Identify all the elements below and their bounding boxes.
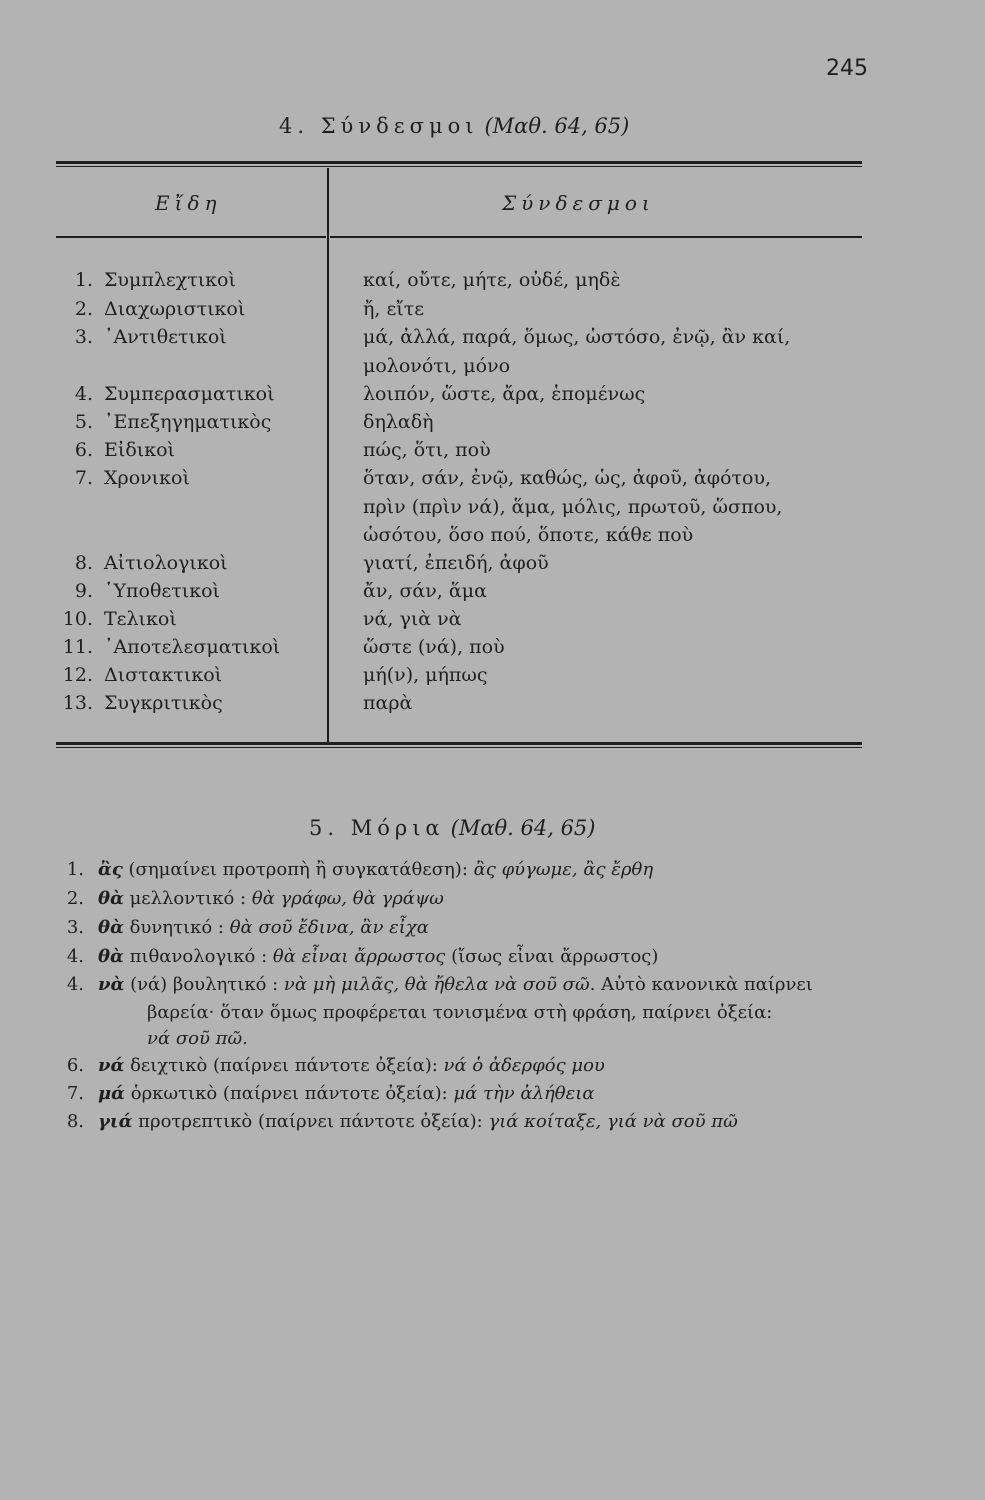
item-continuation: βαρεία· ὅταν ὅμως προφέρεται τονισμένα στὴ φράση, παίρνει ὀξεία: xyxy=(147,1002,773,1023)
conj-line: ὅταν, σάν, ἐνῷ, καθώς, ὡς, ἀφοῦ, ἀφότου, xyxy=(363,467,772,489)
item-example: ἂς φύγωμε, ἂς ἔρθη xyxy=(473,859,654,880)
item-example: γιά κοίταξε, γιά νὰ σοῦ πῶ xyxy=(488,1111,738,1132)
row-kind: Συμπλεχτικοὶ xyxy=(104,269,236,291)
particle-word: νά xyxy=(98,1055,125,1076)
item-example: μά τὴν ἀλήθεια xyxy=(453,1083,595,1104)
row-conjunctions xyxy=(363,436,883,465)
item-text: μελλοντικό : xyxy=(123,888,252,909)
section-4-heading: 4. Σύνδεσμοι xyxy=(279,114,479,138)
row-conjunctions xyxy=(363,464,883,550)
item-number: 2. xyxy=(66,888,84,909)
conj-line: ἄν, σάν, ἅμα xyxy=(363,580,487,602)
particle-word: νὰ xyxy=(98,974,125,995)
row-conjunctions xyxy=(363,266,883,295)
item-number: 6. xyxy=(66,1055,84,1076)
row-number: 6. xyxy=(74,439,93,461)
item-text: πιθανολογικό : xyxy=(123,946,273,967)
item-text: ὁρκωτικὸ (παίρνει πάντοτε ὀξεία): xyxy=(125,1083,454,1104)
row-number: 8. xyxy=(74,552,93,574)
row-number: 4. xyxy=(74,383,93,405)
row-conjunctions xyxy=(363,549,883,578)
row-kind: ᾿Αποτελεσματικοὶ xyxy=(104,636,281,658)
item-text: (νά) βουλητικό : xyxy=(124,974,284,995)
item-tail: . Αὐτὸ κανονικὰ παίρνει xyxy=(589,974,813,995)
header-conjunctions: Σύνδεσμοι xyxy=(502,191,655,215)
row-conjunctions xyxy=(363,380,883,409)
row-number: 7. xyxy=(74,467,93,489)
page-number: 245 xyxy=(826,56,868,81)
item-number: 7. xyxy=(66,1083,84,1104)
row-kind: Συγκριτικὸς xyxy=(104,692,223,714)
row-conjunctions xyxy=(363,577,883,606)
item-number: 4. xyxy=(66,974,84,995)
row-number: 12. xyxy=(62,664,93,686)
section-4-title xyxy=(279,114,629,138)
row-kind: Αἰτιολογικοὶ xyxy=(104,552,228,574)
row-kind: Εἰδικοὶ xyxy=(104,439,175,461)
list-item xyxy=(50,972,813,998)
conj-line: πώς, ὅτι, ποὺ xyxy=(363,439,491,461)
item-example: θὰ σοῦ ἔδινα, ἂν εἶχα xyxy=(229,917,429,938)
item-text: (σημαίνει προτροπὴ ἢ συγκατάθεση): xyxy=(122,859,474,880)
row-kind: Συμπερασματικοὶ xyxy=(104,383,275,405)
list-item xyxy=(50,1053,605,1079)
item-text: δυνητικό : xyxy=(123,917,230,938)
row-kind: Διαχωριστικοὶ xyxy=(104,298,246,320)
conj-line: γιατί, ἐπειδή, ἀφοῦ xyxy=(363,552,549,574)
row-number: 1. xyxy=(74,269,93,291)
row-number: 11. xyxy=(62,636,93,658)
particle-word: γιά xyxy=(98,1111,133,1132)
item-text: προτρεπτικὸ (παίρνει πάντοτε ὀξεία): xyxy=(132,1111,489,1132)
row-conjunctions xyxy=(363,408,883,437)
item-text: δειχτικὸ (παίρνει πάντοτε ὀξεία): xyxy=(124,1055,444,1076)
conj-line: ἤ, εἴτε xyxy=(363,298,425,320)
section-5-reference: (Μαθ. 64, 65) xyxy=(450,816,596,840)
item-example: θὰ γράφω, θὰ γράψω xyxy=(251,888,444,909)
conj-line: μολονότι, μόνο xyxy=(363,354,511,377)
item-example: νά ὁ ἀδερφός μου xyxy=(443,1055,605,1076)
row-number: 13. xyxy=(62,692,93,714)
row-kind: Χρονικοὶ xyxy=(104,467,190,489)
item-number: 3. xyxy=(66,917,84,938)
row-conjunctions xyxy=(363,661,883,690)
header-rule-left xyxy=(56,236,326,238)
row-kind: Τελικοὶ xyxy=(104,608,177,630)
table-bottom-rule-thin xyxy=(56,747,862,748)
conj-line: δηλαδὴ xyxy=(363,411,434,433)
particle-word: θὰ xyxy=(98,888,124,909)
row-conjunctions xyxy=(363,605,883,634)
conj-line: παρὰ xyxy=(363,692,413,714)
row-number: 5. xyxy=(74,411,93,433)
table-top-rule xyxy=(56,161,862,164)
list-item xyxy=(50,1109,738,1135)
row-number: 3. xyxy=(74,326,93,348)
row-conjunctions xyxy=(363,295,883,324)
item-number: 1. xyxy=(66,859,84,880)
row-number: 2. xyxy=(74,298,93,320)
section-4-reference: (Μαθ. 64, 65) xyxy=(484,114,630,138)
table-top-rule-thin xyxy=(56,166,862,167)
row-kind: ῾Υποθετικοὶ xyxy=(104,580,220,602)
row-conjunctions xyxy=(363,323,883,380)
conj-line: ὡσότου, ὅσο πού, ὅποτε, κάθε ποὺ xyxy=(363,524,694,546)
item-continuation-example: νά σοῦ πῶ. xyxy=(147,1028,248,1049)
row-kind: ᾿Αντιθετικοὶ xyxy=(104,326,227,348)
row-number: 9. xyxy=(74,580,93,602)
particle-word: μά xyxy=(98,1083,126,1104)
header-kinds: Εἴδη xyxy=(155,191,222,215)
row-kind: Διστακτικοὶ xyxy=(104,664,223,686)
particle-word: θὰ xyxy=(98,946,124,967)
item-number: 4. xyxy=(66,946,84,967)
conj-line: ὥστε (νά), ποὺ xyxy=(363,636,505,658)
table-bottom-rule xyxy=(56,742,862,745)
conj-line: νά, γιὰ νὰ xyxy=(363,608,462,630)
particle-word: θὰ xyxy=(98,917,124,938)
list-item xyxy=(50,915,429,941)
item-tail: (ἴσως εἶναι ἄρρωστος) xyxy=(445,946,659,967)
conj-line: λοιπόν, ὥστε, ἄρα, ἑπομένως xyxy=(363,383,646,405)
header-rule-right xyxy=(330,236,862,238)
list-item xyxy=(50,1081,595,1107)
item-example: νὰ μὴ μιλᾶς, θὰ ἤθελα νὰ σοῦ σῶ xyxy=(283,974,590,995)
item-example: θὰ εἶναι ἄρρωστος xyxy=(272,946,446,967)
list-item xyxy=(50,944,658,970)
row-conjunctions xyxy=(363,633,883,662)
section-5-heading: 5. Μόρια xyxy=(309,816,445,840)
conj-line: πρὶν (πρὶν νά), ἅμα, μόλις, πρωτοῦ, ὥσπου, xyxy=(363,495,783,518)
row-kind: ᾿Επεξηγηματικὸς xyxy=(104,411,272,433)
conj-line: μά, ἀλλά, παρά, ὅμως, ὡστόσο, ἐνῷ, ἂν καί, xyxy=(363,326,791,348)
conj-line: μή(ν), μήπως xyxy=(363,664,488,686)
row-conjunctions xyxy=(363,689,883,718)
list-item xyxy=(50,886,444,912)
row-number: 10. xyxy=(62,608,93,630)
conj-line: καί, οὔτε, μήτε, οὐδέ, μηδὲ xyxy=(363,269,621,291)
item-number: 8. xyxy=(66,1111,84,1132)
list-item xyxy=(50,857,653,883)
section-5-title xyxy=(309,816,595,840)
particle-word: ἂς xyxy=(98,859,123,880)
column-divider xyxy=(327,168,329,743)
